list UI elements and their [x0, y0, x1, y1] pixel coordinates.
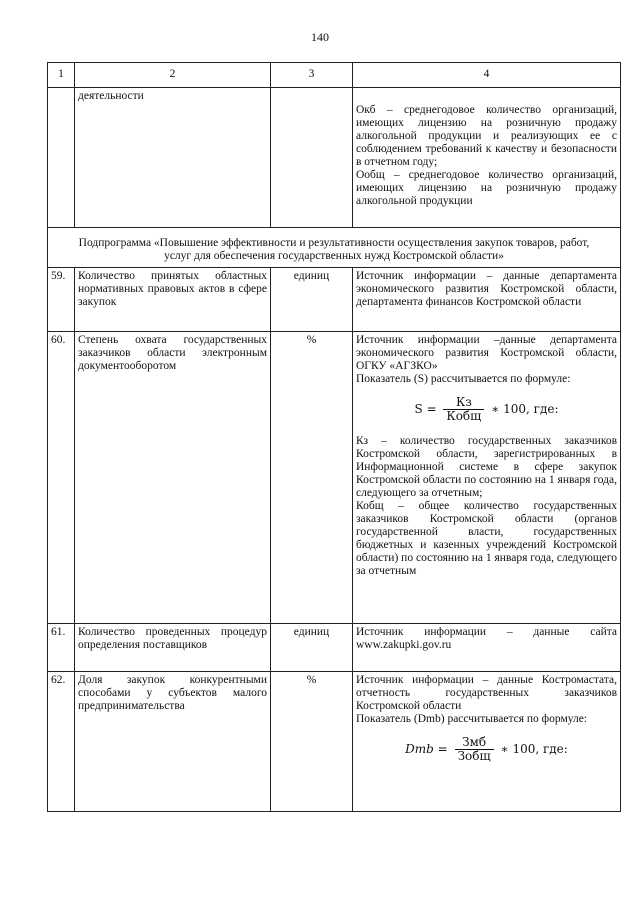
indicator-description: Окб – среднегодовое количество организаций, имеющих лицензию на розничную продажу алкогольной продукции и реализующих ее с соблюдением требований к качеству и безопасности в отчетном году; Ообщ – среднегодовое количество организаций, имеющих лицензию на розничную продажу алкогольной продукции: [353, 88, 621, 228]
description-source: Источник информации –данные департамента экономического развития Костромской области, ОГКУ «АГЗКО» Показатель (S) рассчитывается по формуле:: [356, 334, 617, 385]
header-cell-1: 1: [48, 63, 75, 88]
unit: %: [271, 332, 353, 624]
indicator-description: Источник информации – данные департамента экономического развития Костромской области, департамента финансов Костромской области: [353, 268, 621, 332]
page-number: 140: [311, 30, 329, 44]
subprogram-row: [48, 228, 621, 268]
formula-lhs: Dmb =: [405, 742, 448, 756]
description-source: Источник информации – данные Костромастата, отчетность государственных заказчиков Костромской области Показатель (Dmb) рассчитывается по формуле:: [356, 674, 617, 725]
formula-fraction: [455, 736, 494, 763]
table-row: [48, 672, 621, 812]
table-row: [48, 624, 621, 672]
indicator-name: Доля закупок конкурентными способами у субъектов малого предпринимательства: [75, 672, 271, 812]
formula-fraction: [443, 396, 484, 423]
formula-lhs: S =: [414, 402, 437, 416]
indicator-name: деятельности: [75, 88, 271, 228]
unit: единиц: [271, 624, 353, 672]
table-header-row: [48, 63, 621, 88]
indicator-name: Количество принятых областных нормативных правовых актов в сфере закупок: [75, 268, 271, 332]
row-number: 62.: [48, 672, 75, 812]
table-row: [48, 268, 621, 332]
indicator-description: [353, 672, 621, 812]
table-row-continued: [48, 88, 621, 228]
row-number: 61.: [48, 624, 75, 672]
formula-s: [356, 396, 617, 423]
row-number: 59.: [48, 268, 75, 332]
subprogram-title: Подпрограмма «Повышение эффективности и результативности осуществления закупок товаров, работ, услуг для обеспечения государственных нужд Костромской области»: [48, 228, 621, 268]
formula-denominator: Зобщ: [457, 749, 491, 763]
header-cell-3: 3: [271, 63, 353, 88]
indicators-table: [47, 62, 621, 812]
header-cell-4: 4: [353, 63, 621, 88]
header-cell-2: 2: [75, 63, 271, 88]
formula-numerator: Змб: [455, 736, 494, 750]
formula-numerator: Кз: [443, 396, 484, 410]
indicator-name: Степень охвата государственных заказчиков области электронным документооборотом: [75, 332, 271, 624]
unit: единиц: [271, 268, 353, 332]
indicator-name: Количество проведенных процедур определения поставщиков: [75, 624, 271, 672]
row-number: 60.: [48, 332, 75, 624]
unit: %: [271, 672, 353, 812]
indicator-description: [353, 332, 621, 624]
formula-rhs: ∗ 100, где:: [500, 742, 568, 756]
description-definitions: Кз – количество государственных заказчиков Костромской области, зарегистрированных в Информационной системе в сфере закупок Костромской области по состоянию на 1 января года, следующего за отчетным; Кобщ – общее количество государственных заказчиков Костромской области (органов государственной власти, государственных бюджетных и казенных учреждений Костромской области) по состоянию на 1 января года, следующего за отчетным: [356, 435, 617, 577]
formula-rhs: ∗ 100, где:: [491, 402, 559, 416]
indicator-description: Источник информации – данные сайта www.zakupki.gov.ru: [353, 624, 621, 672]
formula-denominator: Кобщ: [446, 409, 482, 423]
table-row: [48, 332, 621, 624]
formula-dmb: [356, 736, 617, 763]
